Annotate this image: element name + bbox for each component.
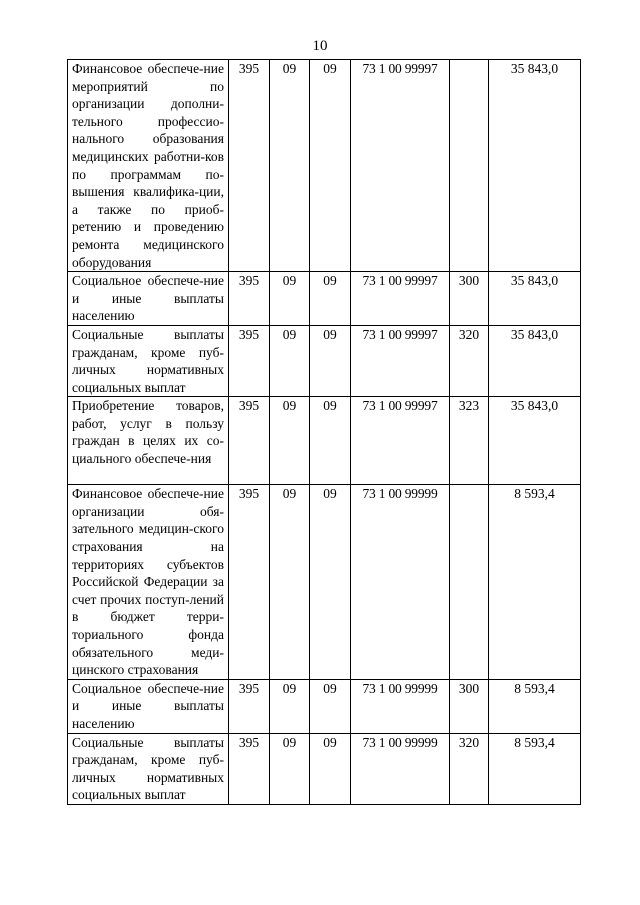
table-row <box>68 397 581 485</box>
expense-type-cell: 300 <box>450 272 489 326</box>
expense-name-cell: Социальные выплаты гражданам, кроме пуб-личных нормативных социальных выплат <box>68 325 229 396</box>
section-code-cell: 09 <box>270 733 310 804</box>
expense-name-cell: Социальные выплаты гражданам, кроме пуб-личных нормативных социальных выплат <box>68 733 229 804</box>
expense-name-cell: Финансовое обеспече-ние мероприятий по организации дополни-тельного профессио-нального образования медицинских работни-ков по программам по-вышения квалифика-ции, а также по приоб-ретению и проведению ремонта медицинского оборудования <box>68 60 229 272</box>
expense-type-cell: 320 <box>450 733 489 804</box>
subsection-code-cell: 09 <box>310 733 351 804</box>
target-article-cell: 73 1 00 99997 <box>351 60 450 272</box>
expense-name-cell: Приобретение товаров, работ, услуг в пользу граждан в целях их со-циального обеспече-ния <box>68 397 229 485</box>
page-number: 10 <box>312 38 328 54</box>
section-code-cell: 09 <box>270 397 310 485</box>
table-row <box>68 325 581 396</box>
expense-name-cell: Социальное обеспече-ние и иные выплаты населению <box>68 272 229 326</box>
table-row <box>68 272 581 326</box>
expense-type-cell: 300 <box>450 679 489 733</box>
amount-cell: 35 843,0 <box>489 272 581 326</box>
budget-table <box>67 59 581 805</box>
subsection-code-cell: 09 <box>310 272 351 326</box>
table-row <box>68 733 581 804</box>
subsection-code-cell: 09 <box>310 679 351 733</box>
subsection-code-cell: 09 <box>310 325 351 396</box>
target-article-cell: 73 1 00 99999 <box>351 679 450 733</box>
subsection-code-cell: 09 <box>310 60 351 272</box>
amount-cell: 35 843,0 <box>489 397 581 485</box>
section-code-cell: 09 <box>270 325 310 396</box>
ministry-code-cell: 395 <box>229 485 270 680</box>
target-article-cell: 73 1 00 99999 <box>351 733 450 804</box>
amount-cell: 35 843,0 <box>489 325 581 396</box>
amount-cell: 8 593,4 <box>489 733 581 804</box>
expense-name-cell: Социальное обеспече-ние и иные выплаты населению <box>68 679 229 733</box>
target-article-cell: 73 1 00 99999 <box>351 485 450 680</box>
ministry-code-cell: 395 <box>229 733 270 804</box>
amount-cell: 35 843,0 <box>489 60 581 272</box>
section-code-cell: 09 <box>270 679 310 733</box>
ministry-code-cell: 395 <box>229 679 270 733</box>
expense-type-cell: 323 <box>450 397 489 485</box>
section-code-cell: 09 <box>270 272 310 326</box>
amount-cell: 8 593,4 <box>489 485 581 680</box>
section-code-cell: 09 <box>270 485 310 680</box>
expense-type-cell <box>450 60 489 272</box>
subsection-code-cell: 09 <box>310 485 351 680</box>
expense-type-cell: 320 <box>450 325 489 396</box>
table-row <box>68 485 581 680</box>
target-article-cell: 73 1 00 99997 <box>351 272 450 326</box>
target-article-cell: 73 1 00 99997 <box>351 397 450 485</box>
amount-cell: 8 593,4 <box>489 679 581 733</box>
ministry-code-cell: 395 <box>229 397 270 485</box>
ministry-code-cell: 395 <box>229 325 270 396</box>
ministry-code-cell: 395 <box>229 60 270 272</box>
expense-type-cell <box>450 485 489 680</box>
expense-name-cell: Финансовое обеспече-ние организации обя-зательного медицин-ского страхования на территориях субъектов Российской Федерации за счет прочих поступ-лений в бюджет терри-ториального фонда обязательного меди-цинского страхования <box>68 485 229 680</box>
subsection-code-cell: 09 <box>310 397 351 485</box>
section-code-cell: 09 <box>270 60 310 272</box>
table-row <box>68 60 581 272</box>
ministry-code-cell: 395 <box>229 272 270 326</box>
table-row <box>68 679 581 733</box>
target-article-cell: 73 1 00 99997 <box>351 325 450 396</box>
